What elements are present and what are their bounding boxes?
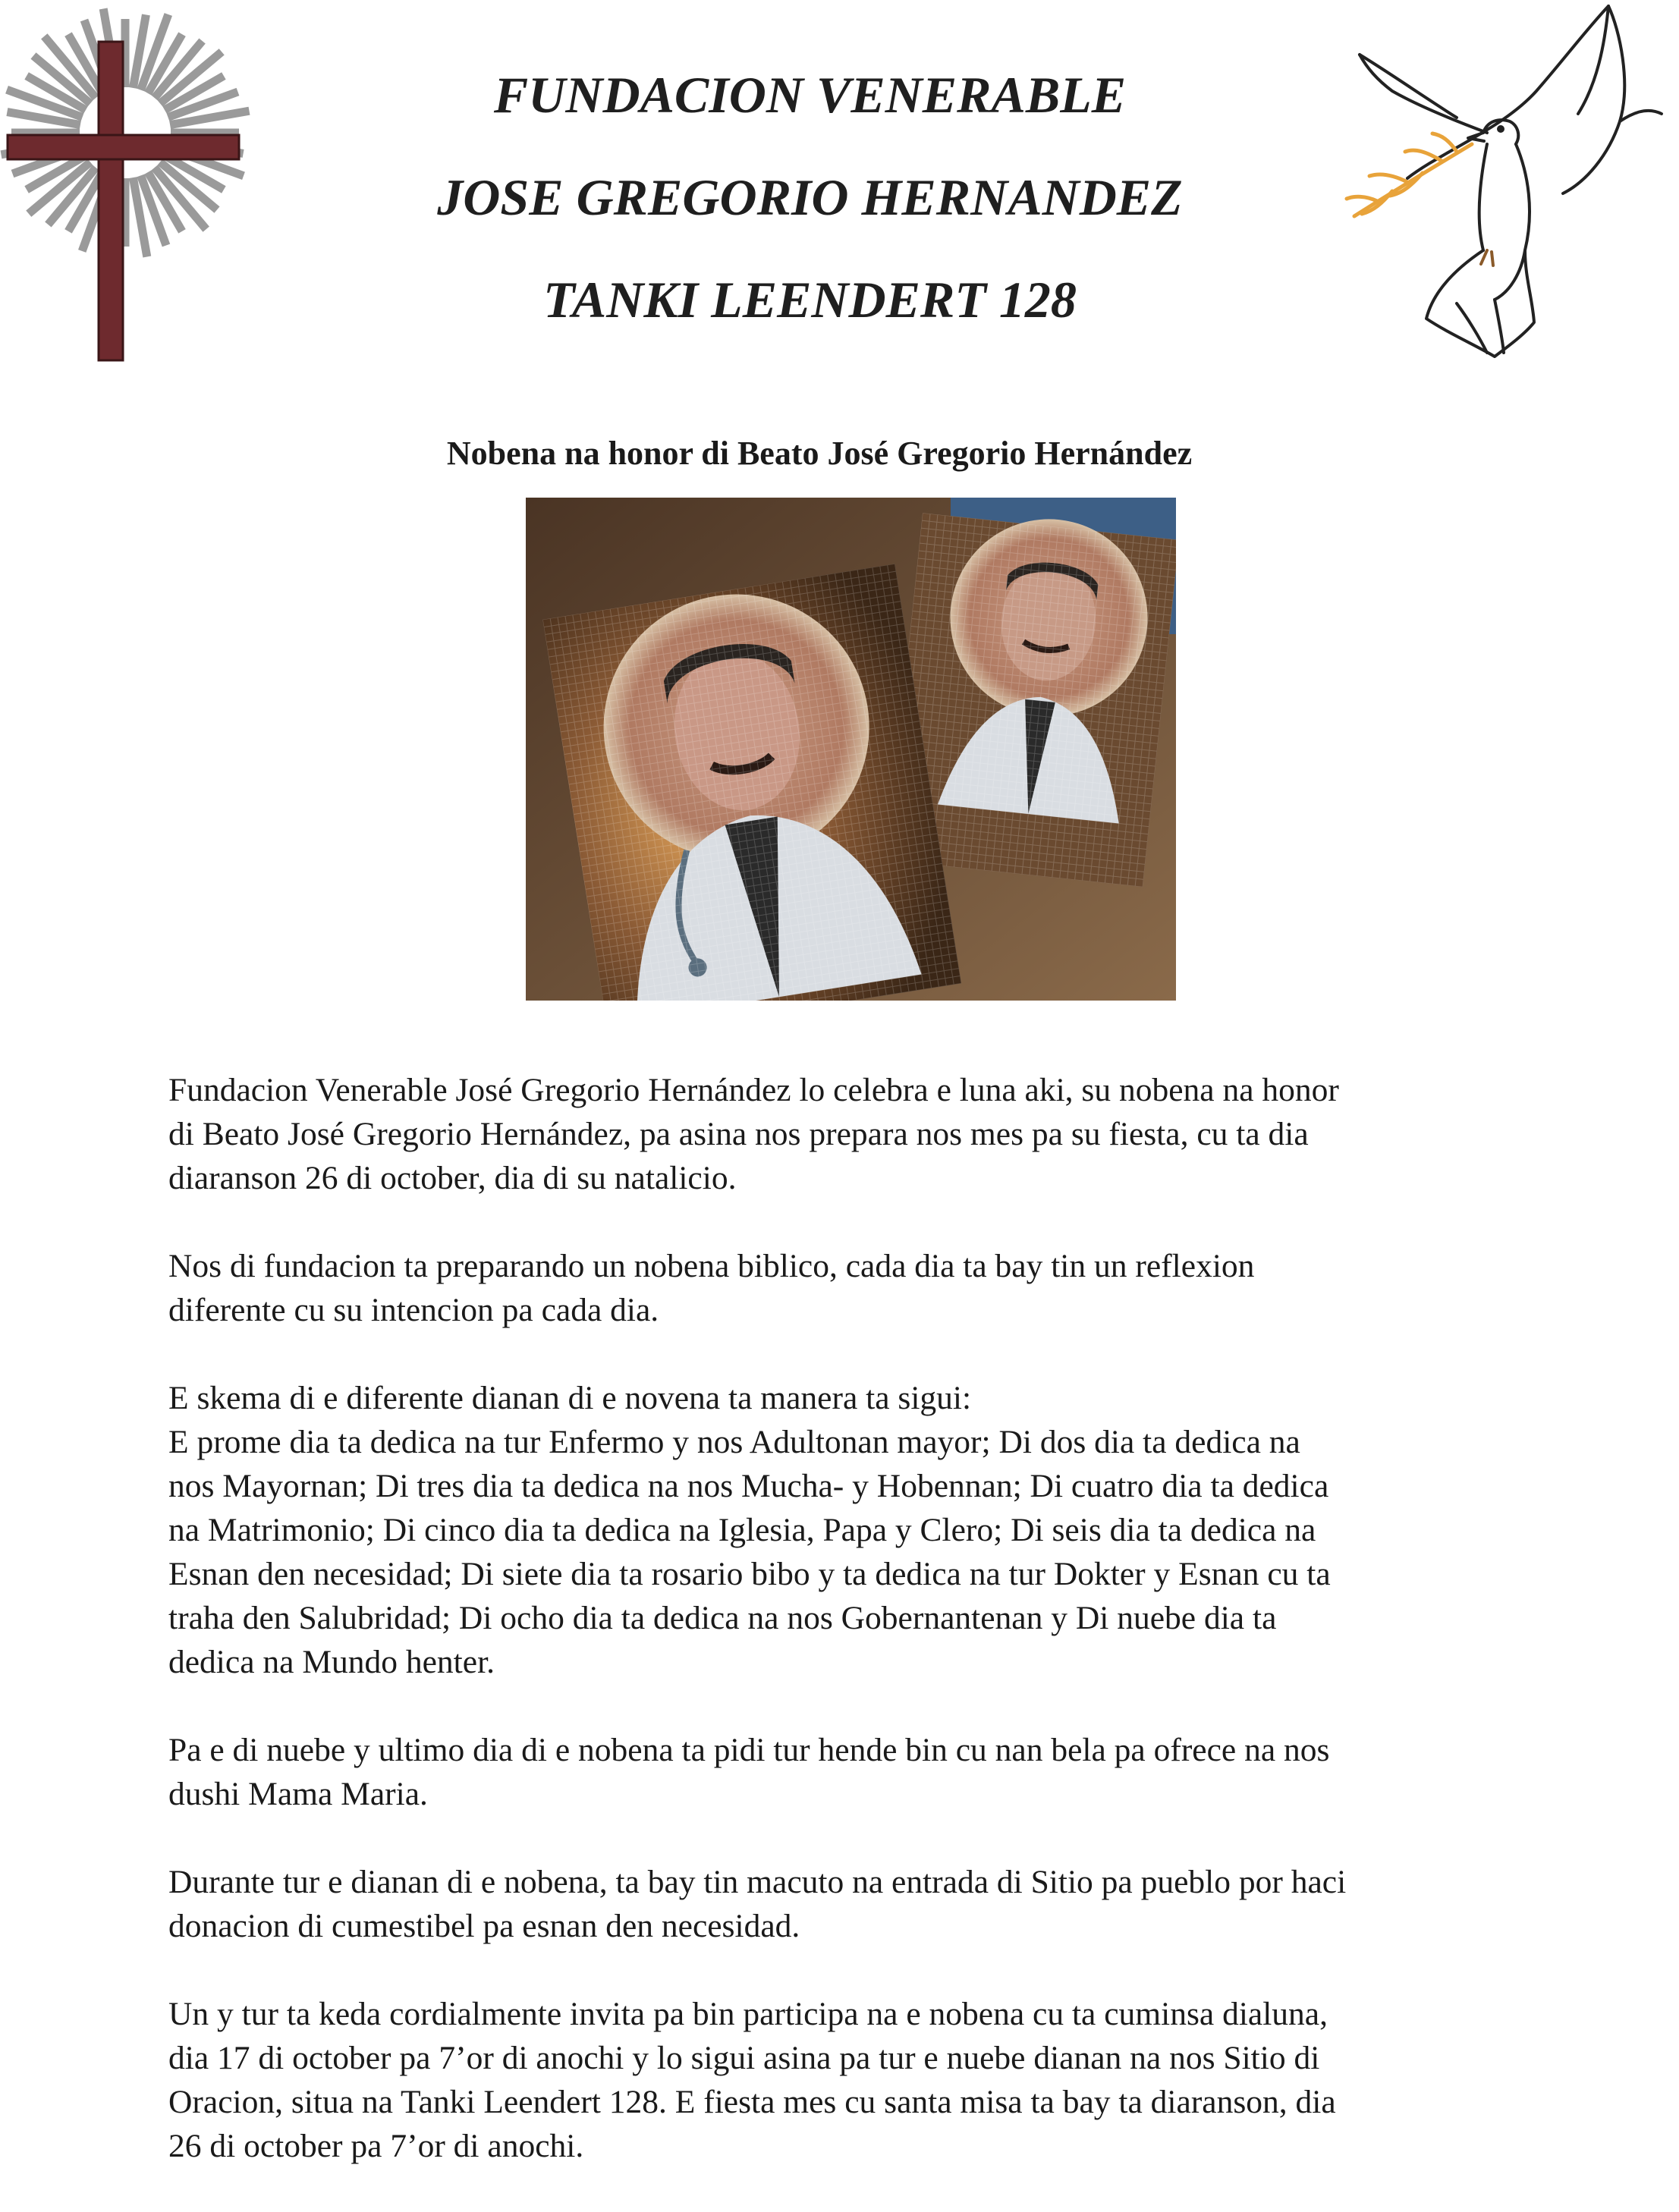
cross-with-rays-icon (0, 0, 250, 372)
paragraph-intro: Fundacion Venerable José Gregorio Hernández lo celebra e luna aki, su nobena na honor di Beato José Gregorio Hernández, pa asina nos prepara nos mes pa su fiesta, cu ta dia diaranson 26 di october, dia di su natalicio. (168, 1072, 1339, 1196)
foundation-name-line-1: FUNDACION VENERABLE (493, 66, 1127, 124)
foundation-address-line: TANKI LEENDERT 128 (543, 271, 1077, 328)
paragraph-donations: Durante tur e dianan di e nobena, ta bay tin macuto na entrada di Sitio pa pueblo por haci donacion di cumestibel pa esnan den necesidad. (168, 1864, 1347, 1944)
dove-with-olive-branch-icon (1335, 0, 1679, 372)
paragraph-candles: Pa e di nuebe y ultimo dia di e nobena ta pidi tur hende bin cu nan bela pa ofrece na nos dushi Mama Maria. (168, 1732, 1330, 1812)
document-subtitle: Nobena na honor di Beato José Gregorio Hernández (446, 435, 1193, 472)
paragraph-schedule: E skema di e diferente dianan di e novena ta manera ta sigui: E prome dia ta dedica na tur Enfermo y nos Adultonan mayor; Di dos dia ta dedica na nos Mayornan; Di tres dia ta dedica na nos Mucha- y Hobennan; Di cuatro dia ta dedica na Matrimonio; Di cinco dia ta dedica na Iglesia, Papa y Clero; Di seis dia ta dedica na Esnan den necesidad; Di siete dia ta rosario bibo y ta dedica na tur Dokter y Esnan cu ta traha den Salubridad; Di ocho dia ta dedica na nos Gobernantenan y Di nuebe dia ta dedica na Mundo henter. (168, 1380, 1331, 1680)
mosaic-portraits-icon (526, 498, 1176, 1001)
mosaic-portraits-image (526, 498, 1176, 1001)
dove-logo (1335, 0, 1679, 372)
cross-logo (0, 0, 250, 372)
document-body (168, 1068, 1549, 2212)
page-header (303, 64, 1316, 372)
paragraph-invitation: Un y tur ta keda cordialmente invita pa bin participa na e nobena cu ta cuminsa dialuna, dia 17 di october pa 7’or di anochi y lo sigui asina pa tur e nuebe dianan na nos Sitio di Oracion, situa na Tanki Leendert 128. E fiesta mes cu santa misa ta bay ta diaranson, dia 26 di october pa 7’or di anochi. (168, 1996, 1336, 2164)
foundation-name-line-2: JOSE GREGORIO HERNANDEZ (437, 168, 1183, 226)
paragraph-biblical-novena: Nos di fundacion ta preparando un nobena biblico, cada dia ta bay tin un reflexion diferente cu su intencion pa cada dia. (168, 1248, 1255, 1328)
